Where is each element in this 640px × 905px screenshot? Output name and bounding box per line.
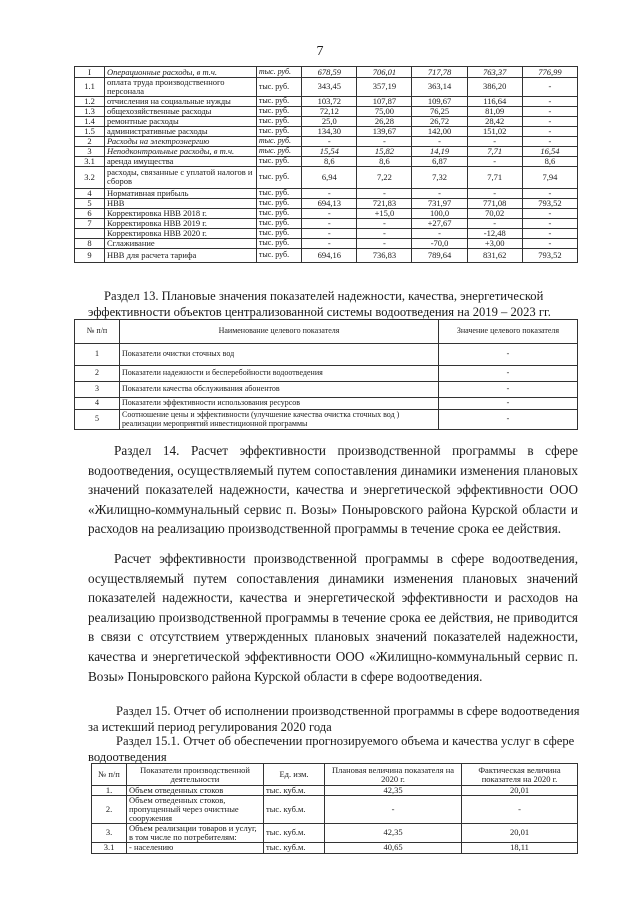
- row-value: +15,0: [357, 208, 412, 218]
- table-row: [75, 96, 578, 106]
- row-value: -: [357, 228, 412, 238]
- table-row: [75, 344, 578, 366]
- table-row: [75, 136, 578, 146]
- row-value: 771,08: [467, 198, 522, 208]
- section-15-title: Раздел 15. Отчет об исполнении производственной программы в сфере водоотведения за истекший период регулирования 2020 года: [88, 704, 580, 734]
- row-value: -: [412, 136, 467, 146]
- row-number: 1.3: [75, 106, 105, 116]
- table-row: [92, 823, 578, 842]
- row-value: 15,82: [357, 146, 412, 156]
- row-fact: 20,01: [462, 786, 578, 796]
- row-number: 3.1: [92, 842, 127, 853]
- row-number: 1.5: [75, 126, 105, 136]
- row-value: -: [522, 238, 577, 248]
- row-value: 75,00: [357, 106, 412, 116]
- row-number: 3.: [92, 823, 127, 842]
- row-value: -: [522, 78, 577, 97]
- row-value: -: [439, 344, 578, 366]
- row-unit: тыс. руб.: [256, 188, 301, 198]
- row-value: -: [467, 218, 522, 228]
- table-row: [75, 78, 578, 97]
- row-unit: тыс. руб.: [256, 228, 301, 238]
- row-value: 678,59: [302, 67, 357, 78]
- row-value: 793,52: [522, 198, 577, 208]
- row-value: 103,72: [302, 96, 357, 106]
- row-unit: тыс. куб.м.: [264, 786, 325, 796]
- t3-header-num: № п/п: [92, 764, 127, 786]
- row-value: 363,14: [412, 78, 467, 97]
- row-value: -: [522, 188, 577, 198]
- row-value: 28,42: [467, 116, 522, 126]
- row-number: 9: [75, 248, 105, 262]
- row-value: -: [522, 136, 577, 146]
- efficiency-paragraph: Расчет эффективности производственной программы в сфере водоотведения, осуществляемый путем сопоставления динамики изменения плановых значений показателей надежности, качества и энергетической эффективности и расходов на реализацию производственной программы в течение срока ее действия, не приводится в связи с отсутствием утвержденных плановых значений показателей надежности, качества и энергетической эффективности ООО «Жилищно-коммунальный сервис п. Возы» Поныровского района Курской области в сфере водоотведения.: [88, 551, 578, 684]
- row-value: 694,13: [302, 198, 357, 208]
- row-unit: тыс. руб.: [256, 156, 301, 166]
- row-value: 386,20: [467, 78, 522, 97]
- row-name: оплата труда производственного персонала: [105, 78, 257, 97]
- table-row: [75, 156, 578, 166]
- row-value: -: [439, 382, 578, 398]
- row-number: 3.2: [75, 166, 105, 188]
- row-value: -: [522, 126, 577, 136]
- row-number: 4: [75, 188, 105, 198]
- row-number: 1.1: [75, 78, 105, 97]
- row-value: -: [302, 228, 357, 238]
- row-value: 25,0: [302, 116, 357, 126]
- row-value: 7,71: [467, 146, 522, 156]
- row-value: 26,72: [412, 116, 467, 126]
- row-name: ремонтные расходы: [105, 116, 257, 126]
- row-name: Соотношение цены и эффективности (улучшение качества очистка сточных вод ) реализации мероприятий инвестиционной программы: [120, 410, 439, 430]
- row-value: -: [522, 116, 577, 126]
- row-value: 793,52: [522, 248, 577, 262]
- row-value: 142,00: [412, 126, 467, 136]
- row-value: 736,83: [357, 248, 412, 262]
- table-row: [92, 786, 578, 796]
- table-row: [75, 248, 578, 262]
- row-number: I: [75, 67, 105, 78]
- table-row: [75, 398, 578, 410]
- row-value: 76,25: [412, 106, 467, 116]
- row-number: 2.: [92, 796, 127, 824]
- row-name: отчисления на социальные нужды: [105, 96, 257, 106]
- row-value: -: [439, 366, 578, 382]
- row-unit: тыс. руб.: [256, 136, 301, 146]
- table-row: [75, 116, 578, 126]
- row-number: [75, 228, 105, 238]
- row-name: аренда имущества: [105, 156, 257, 166]
- row-name: Сглаживание: [105, 238, 257, 248]
- row-unit: тыс. руб.: [256, 208, 301, 218]
- table-row: [75, 366, 578, 382]
- table-row: [75, 208, 578, 218]
- row-value: -: [439, 410, 578, 430]
- row-number: 5: [75, 198, 105, 208]
- row-number: 4: [75, 398, 120, 410]
- row-value: 7,22: [357, 166, 412, 188]
- row-value: 26,28: [357, 116, 412, 126]
- row-fact: 18,11: [462, 842, 578, 853]
- row-value: -: [439, 398, 578, 410]
- row-name: Корректировка НВВ 2019 г.: [105, 218, 257, 228]
- row-value: 6,94: [302, 166, 357, 188]
- row-value: -: [302, 238, 357, 248]
- row-name: Корректировка НВВ 2018 г.: [105, 208, 257, 218]
- page-number: 7: [316, 44, 324, 59]
- service-volume-table: [91, 763, 578, 854]
- row-unit: тыс. руб.: [256, 126, 301, 136]
- row-name: Показатели очистки сточных вод: [120, 344, 439, 366]
- row-value: 343,45: [302, 78, 357, 97]
- row-unit: тыс. руб.: [256, 146, 301, 156]
- row-name: Показатели надежности и бесперебойности водоотведения: [120, 366, 439, 382]
- row-name: административные расходы: [105, 126, 257, 136]
- row-unit: тыс. куб.м.: [264, 823, 325, 842]
- row-unit: тыс. руб.: [256, 67, 301, 78]
- row-unit: тыс. руб.: [256, 96, 301, 106]
- row-value: 763,37: [467, 67, 522, 78]
- table-row: [92, 796, 578, 824]
- target-indicators-table: [74, 319, 578, 430]
- row-value: -: [522, 228, 577, 238]
- row-name: НВВ: [105, 198, 257, 208]
- row-number: 2: [75, 366, 120, 382]
- row-unit: тыс. куб.м.: [264, 796, 325, 824]
- row-value: 139,67: [357, 126, 412, 136]
- row-number: 1.4: [75, 116, 105, 126]
- row-value: -: [302, 208, 357, 218]
- row-value: 109,67: [412, 96, 467, 106]
- table-row: [75, 228, 578, 238]
- row-name: Неподконтрольные расходы, в т.ч.: [105, 146, 257, 156]
- row-unit: тыс. руб.: [256, 218, 301, 228]
- t2-header-value: Значение целевого показателя: [439, 320, 578, 344]
- row-plan: 40,65: [325, 842, 462, 853]
- row-value: 14,19: [412, 146, 467, 156]
- row-number: 1.2: [75, 96, 105, 106]
- row-value: +3,00: [467, 238, 522, 248]
- row-value: -: [467, 156, 522, 166]
- row-name: Операционные расходы, в т.ч.: [105, 67, 257, 78]
- row-number: 3: [75, 146, 105, 156]
- table-row: [75, 146, 578, 156]
- row-name: НВВ для расчета тарифа: [105, 248, 257, 262]
- row-value: -: [522, 218, 577, 228]
- row-name: Объем реализации товаров и услуг, в том числе по потребителям:: [127, 823, 264, 842]
- row-plan: -: [325, 796, 462, 824]
- row-value: 6,87: [412, 156, 467, 166]
- row-name: Показатели эффективности использования ресурсов: [120, 398, 439, 410]
- row-value: 776,99: [522, 67, 577, 78]
- row-name: Объем отведенных стоков: [127, 786, 264, 796]
- t3-header-name: Показатели производственной деятельности: [127, 764, 264, 786]
- section-14-title: Раздел 14. Расчет эффективности производственной программы в сфере водоотведения, осуществляемый путем сопоставления динамики изменения плановых значений показателей надежности, качества и энергетической эффективности ООО «Жилищно-коммунальный сервис п. Возы» Поныровского района Курской области и расходов на реализацию производственной программы в течение срока ее действия.: [88, 443, 578, 537]
- t3-header-fact: Фактическая величина показателя на 2020 г.: [462, 764, 578, 786]
- row-value: 8,6: [522, 156, 577, 166]
- row-value: 8,6: [357, 156, 412, 166]
- row-number: 2: [75, 136, 105, 146]
- row-value: -: [302, 218, 357, 228]
- row-name: Объем отведенных стоков, пропущенный через очистные сооружения: [127, 796, 264, 824]
- row-value: -: [522, 106, 577, 116]
- table-row: [75, 218, 578, 228]
- row-number: 7: [75, 218, 105, 228]
- row-value: -: [357, 136, 412, 146]
- t2-header-num: № п/п: [75, 320, 120, 344]
- row-value: 100,0: [412, 208, 467, 218]
- row-value: -: [467, 188, 522, 198]
- row-value: 151,02: [467, 126, 522, 136]
- row-value: -: [357, 218, 412, 228]
- row-unit: тыс. руб.: [256, 116, 301, 126]
- row-value: -70,0: [412, 238, 467, 248]
- row-unit: тыс. руб.: [256, 78, 301, 97]
- row-unit: тыс. руб.: [256, 166, 301, 188]
- row-value: 7,71: [467, 166, 522, 188]
- row-name: Нормативная прибыль: [105, 188, 257, 198]
- row-value: 81,09: [467, 106, 522, 116]
- row-plan: 42,35: [325, 786, 462, 796]
- row-value: -: [412, 228, 467, 238]
- row-number: 3.1: [75, 156, 105, 166]
- row-value: 717,78: [412, 67, 467, 78]
- row-number: 1.: [92, 786, 127, 796]
- row-number: 5: [75, 410, 120, 430]
- table-row: [75, 238, 578, 248]
- row-value: 15,54: [302, 146, 357, 156]
- row-value: -: [522, 96, 577, 106]
- row-number: 1: [75, 344, 120, 366]
- row-unit: тыс. куб.м.: [264, 842, 325, 853]
- row-value: -: [357, 238, 412, 248]
- table-row: [75, 410, 578, 430]
- cost-table: [74, 66, 578, 263]
- table-row: [75, 382, 578, 398]
- row-value: 731,97: [412, 198, 467, 208]
- row-value: -: [467, 136, 522, 146]
- row-value: 7,32: [412, 166, 467, 188]
- row-name: Расходы на электроэнергию: [105, 136, 257, 146]
- t3-header-unit: Ед. изм.: [264, 764, 325, 786]
- t2-header-name: Наименование целевого показателя: [120, 320, 439, 344]
- row-value: 107,87: [357, 96, 412, 106]
- row-unit: тыс. руб.: [256, 106, 301, 116]
- row-value: +27,67: [412, 218, 467, 228]
- table-row: [75, 126, 578, 136]
- row-value: -: [412, 188, 467, 198]
- table-row: [75, 106, 578, 116]
- table-row: [75, 198, 578, 208]
- row-value: 7,94: [522, 166, 577, 188]
- row-fact: -: [462, 796, 578, 824]
- row-unit: тыс. руб.: [256, 238, 301, 248]
- row-value: 831,62: [467, 248, 522, 262]
- row-name: расходы, связанные с уплатой налогов и сборов: [105, 166, 257, 188]
- row-value: 70,02: [467, 208, 522, 218]
- row-value: -: [522, 208, 577, 218]
- row-number: 3: [75, 382, 120, 398]
- row-plan: 42,35: [325, 823, 462, 842]
- t3-header-plan: Плановая величина показателя на 2020 г.: [325, 764, 462, 786]
- row-value: 16,54: [522, 146, 577, 156]
- row-value: -: [302, 136, 357, 146]
- row-name: общехозяйственные расходы: [105, 106, 257, 116]
- table-row: [75, 166, 578, 188]
- row-value: 706,01: [357, 67, 412, 78]
- row-fact: 20,01: [462, 823, 578, 842]
- table-row: [75, 67, 578, 78]
- row-value: 357,19: [357, 78, 412, 97]
- row-value: -: [357, 188, 412, 198]
- row-number: 6: [75, 208, 105, 218]
- row-value: 694,16: [302, 248, 357, 262]
- row-value: 789,64: [412, 248, 467, 262]
- row-value: -12,48: [467, 228, 522, 238]
- row-value: 72,12: [302, 106, 357, 116]
- row-value: -: [302, 188, 357, 198]
- row-number: 8: [75, 238, 105, 248]
- row-name: - населению: [127, 842, 264, 853]
- row-unit: тыс. руб.: [256, 198, 301, 208]
- row-value: 116,64: [467, 96, 522, 106]
- row-value: 134,30: [302, 126, 357, 136]
- table-row: [92, 842, 578, 853]
- section-15-1-title: Раздел 15.1. Отчет об обеспечении прогнозируемого объема и качества услуг в сфере водоотведения: [88, 734, 575, 764]
- row-unit: тыс. руб.: [256, 248, 301, 262]
- row-name: Корректировка НВВ 2020 г.: [105, 228, 257, 238]
- section-13-title: Раздел 13. Плановые значения показателей надежности, качества, энергетической эффективности объектов централизованной системы водоотведения на 2019 – 2023 гг.: [88, 289, 551, 319]
- row-value: 721,83: [357, 198, 412, 208]
- row-value: 8,6: [302, 156, 357, 166]
- table-row: [75, 188, 578, 198]
- row-name: Показатели качества обслуживания абонентов: [120, 382, 439, 398]
